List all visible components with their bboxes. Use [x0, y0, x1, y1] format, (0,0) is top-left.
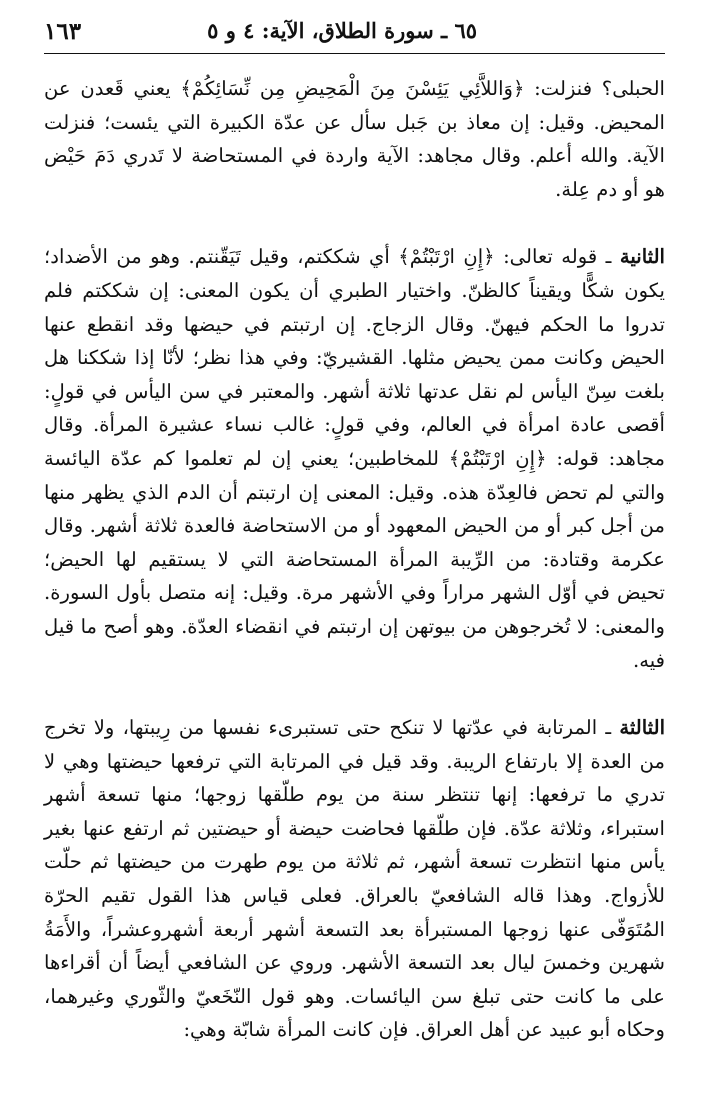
paragraph-text: ـ المرتابة في عدّتها لا تنكح حتى تستبرىء نفسها من رِيبتها، ولا تخرج من العدة إلا بارتفاع الريبة. وقد قيل في المرتابة التي ترفعها حيضتها وهي لا تدري ما ترفعها: إنها تنتظر سنة من يوم طلّقها زوجها؛ منها تسعة أشهر استبراء، وثلاثة عدّة. فإن طلّقها فحاضت حيضة أو حيضتين ثم ارتفع عنها بغير يأس منها انتظرت تسعة أشهر، ثم ثلاثة من يوم طهرت من حيضتها ثم حلّت للأزواج. وهذا قاله الشافعيّ بالعراق. فعلى قياس هذا القول تقيم الحرّة المُتَوَفّى عنها زوجها المستبرأة بعد التسعة أشهر أربعة أشهروعشراً، والأَمَةُ شهرين وخمسَ ليال بعد التسعة الأشهر. وروي عن الشافعي أيضاً أن أقراءها على ما كانت حتى تبلغ سن اليائسات. وهو قول النّخَعيّ والثّوري وغيرهما، وحكاه أبو عبيد عن أهل العراق. فإن كانت المرأة شابّة وهي: — [44, 716, 665, 1042]
page-number: ١٦٣ — [44, 18, 82, 45]
paragraph-third-issue — [44, 711, 665, 1047]
section-label-third: الثالثة — [619, 716, 666, 740]
paragraph-second-issue — [44, 240, 665, 677]
page-header — [44, 14, 665, 54]
page-body — [44, 72, 665, 1047]
paragraph-text: ـ قوله تعالى: ﴿إِنِ ارْتَبْتُمْ﴾ أي شككتم، وقيل تَيَقّنتم. وهو من الأضداد؛ يكون شكًّا ويقيناً كالظنّ. واختيار الطبري أن يكون المعنى: إن شككتم فلم تدروا ما الحكم فيهنّ. وقال الزجاج. إن ارتبتم في حيضها وقد انقطع عنها الحيض وكانت ممن يحيض مثلها. القشيريّ: وفي هذا نظر؛ لأنّا إذا شككنا هل بلغت سِنّ اليأس لم نقل عدتها ثلاثة أشهر. والمعتبر في سن اليأس في قولٍ: أقصى عادة امرأة في العالم، وفي قولٍ: غالب نساء عشيرة المرأة. وقال مجاهد: قوله: ﴿إِنِ ارْتَبْتُمْ﴾ للمخاطبين؛ يعني إن لم تعلموا كم عدّة اليائسة والتي لم تحض فالعِدّة هذه. وقيل: المعنى إن ارتبتم أن الدم الذي يظهر منها من أجل كبر أو من الحيض المعهود أو من الاستحاضة فالعدة ثلاثة أشهر. وقال عكرمة وقتادة: من الرِّيبة المرأة المستحاضة التي لا يستقيم لها الحيض؛ تحيض في أوّل الشهر مراراً وفي الأشهر مرة. وقيل: إنه متصل بأول السورة. والمعنى: لا تُخرجوهن من بيوتهن إن ارتبتم في انقضاء العدّة. وهو أصح ما قيل فيه. — [44, 245, 665, 672]
running-title: ٦٥ ـ سورة الطلاق، الآية: ٤ و ٥ — [207, 18, 478, 43]
section-label-second: الثانية — [619, 245, 665, 269]
paragraph-text: الحبلى؟ فنزلت: ﴿وَاللاَّئِي يَئِسْنَ مِنَ الْمَحِيضِ مِن نِّسَائِكُمْ﴾ يعني قَعدن عن المحيض. وقيل: إن معاذ بن جَبل سأل عن عدّة الكبيرة التي يئست؛ فنزلت الآية. والله أعلم. وقال مجاهد: الآية واردة في المستحاضة لا تَدري دَمَ حَيْض هو أو دم عِلة. — [44, 77, 665, 201]
paragraph-intro — [44, 72, 665, 206]
